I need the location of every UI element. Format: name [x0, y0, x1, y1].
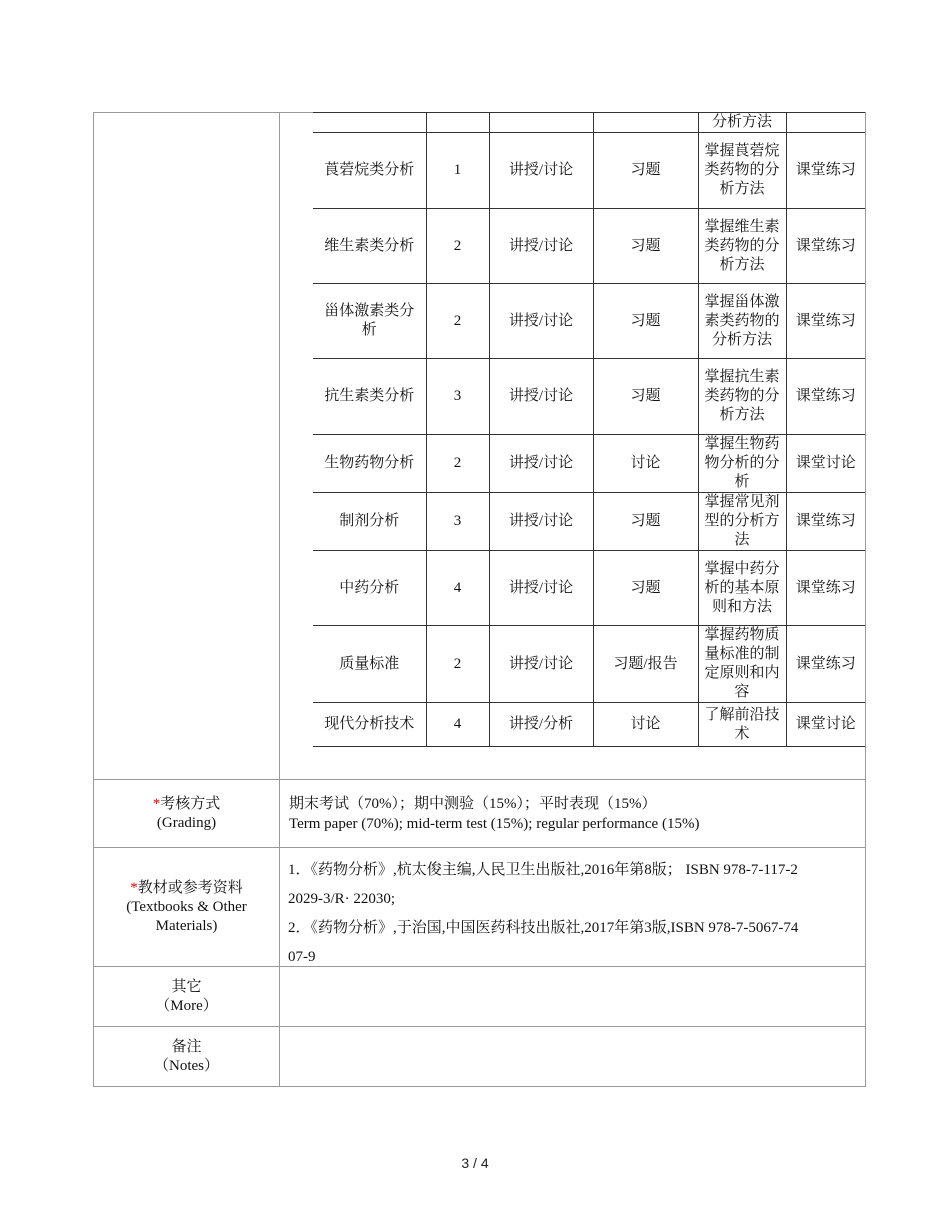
- other-content: [280, 967, 865, 1026]
- method-cell: 讲授/讨论: [489, 284, 593, 359]
- grading-label-en: (Grading): [156, 814, 217, 831]
- method-cell: 讲授/讨论: [489, 626, 593, 703]
- assessment-cell: 课堂练习: [786, 359, 865, 435]
- topic-cell: 中药分析: [313, 551, 426, 626]
- textbook-item-2-line-2: 07-9: [288, 949, 316, 965]
- objective-cell: 掌握常见剂型的分析方法: [698, 493, 786, 551]
- method-cell: 讲授/讨论: [489, 493, 593, 551]
- assessment-cell: [786, 113, 865, 133]
- table-row: [313, 626, 865, 703]
- grading-content-cn: 期末考试（70%）；期中测验（15%）；平时表现（15%）: [289, 796, 657, 812]
- assessment-cell: 课堂练习: [786, 209, 865, 284]
- topic-cell: 现代分析技术: [313, 703, 426, 747]
- textbooks-label-en-2: Materials): [155, 917, 218, 934]
- homework-cell: 习题: [593, 133, 698, 209]
- required-star: *: [152, 795, 161, 812]
- table-row: [313, 359, 865, 435]
- homework-cell: 讨论: [593, 435, 698, 493]
- grading-label: [94, 780, 279, 847]
- grading-content-en: Term paper (70%); mid-term test (15%); regular performance (15%): [289, 816, 700, 832]
- hours-cell: 4: [426, 551, 489, 626]
- textbook-item-2-line-1: 2．《药物分析》,于治国,中国医药科技出版社,2017年第3版,ISBN 978-7-5067-74: [288, 920, 799, 936]
- hours-cell: 2: [426, 209, 489, 284]
- hours-cell: 2: [426, 284, 489, 359]
- method-cell: 讲授/讨论: [489, 359, 593, 435]
- assessment-cell: 课堂练习: [786, 551, 865, 626]
- method-cell: [489, 113, 593, 133]
- homework-cell: 习题: [593, 551, 698, 626]
- other-label-en: （More）: [155, 997, 218, 1014]
- hours-cell: [426, 113, 489, 133]
- homework-cell: [593, 113, 698, 133]
- table-row: [313, 284, 865, 359]
- topic-cell: 抗生素类分析: [313, 359, 426, 435]
- objective-cell: 掌握中药分析的基本原则和方法: [698, 551, 786, 626]
- method-cell: 讲授/讨论: [489, 551, 593, 626]
- assessment-cell: 课堂讨论: [786, 435, 865, 493]
- textbooks-label-en-1: (Textbooks & Other: [126, 898, 247, 915]
- notes-content: [280, 1027, 865, 1087]
- table-row: [313, 113, 865, 133]
- notes-label-cn: 备注: [171, 1039, 202, 1055]
- objective-cell: 分析方法: [698, 113, 786, 133]
- textbooks-content: [280, 856, 865, 972]
- assessment-cell: 课堂讨论: [786, 703, 865, 747]
- assessment-cell: 课堂练习: [786, 133, 865, 209]
- topic-cell: [313, 113, 426, 133]
- other-label-cn: 其它: [171, 978, 202, 995]
- method-cell: 讲授/讨论: [489, 209, 593, 284]
- homework-cell: 讨论: [593, 703, 698, 747]
- method-cell: 讲授/讨论: [489, 133, 593, 209]
- textbooks-label-cn: 教材或参考资料: [137, 879, 243, 896]
- grading-content: [280, 794, 865, 834]
- objective-cell: 了解前沿技术: [698, 703, 786, 747]
- textbooks-label: [94, 848, 279, 966]
- page-number: 3 / 4: [461, 1155, 489, 1171]
- objective-cell: 掌握生物药物分析的分析: [698, 435, 786, 493]
- objective-cell: 掌握莨菪烷类药物的分析方法: [698, 133, 786, 209]
- hours-cell: 2: [426, 435, 489, 493]
- topic-cell: 生物药物分析: [313, 435, 426, 493]
- method-cell: 讲授/讨论: [489, 435, 593, 493]
- objective-cell: 掌握甾体激素类药物的分析方法: [698, 284, 786, 359]
- topic-cell: 质量标准: [313, 626, 426, 703]
- hours-cell: 3: [426, 359, 489, 435]
- textbook-item-1-line-1: 1．《药物分析》,杭太俊主编,人民卫生出版社,2016年第8版； ISBN 978-7-117-2: [288, 862, 798, 878]
- topic-cell: 制剂分析: [313, 493, 426, 551]
- notes-label: [94, 1027, 279, 1087]
- objective-cell: 掌握抗生素类药物的分析方法: [698, 359, 786, 435]
- topic-cell: 莨菪烷类分析: [313, 133, 426, 209]
- table-row: [313, 703, 865, 747]
- objective-cell: 掌握药物质量标准的制定原则和内容: [698, 626, 786, 703]
- homework-cell: 习题: [593, 493, 698, 551]
- assessment-cell: 课堂练习: [786, 493, 865, 551]
- required-star: *: [130, 879, 138, 896]
- hours-cell: 3: [426, 493, 489, 551]
- hours-cell: 1: [426, 133, 489, 209]
- homework-cell: 习题: [593, 359, 698, 435]
- notes-label-en: （Notes）: [154, 1058, 219, 1074]
- table-row: [313, 435, 865, 493]
- homework-cell: 习题: [593, 284, 698, 359]
- assessment-cell: 课堂练习: [786, 284, 865, 359]
- textbook-item-1-line-2: 2029-3/R· 22030;: [288, 891, 396, 907]
- grading-label-cn: 考核方式: [160, 795, 221, 812]
- assessment-cell: 课堂练习: [786, 626, 865, 703]
- hours-cell: 2: [426, 626, 489, 703]
- topic-cell: 甾体激素类分析: [313, 284, 426, 359]
- table-row: [313, 133, 865, 209]
- table-row: [313, 551, 865, 626]
- table-row: [313, 209, 865, 284]
- other-label: [94, 967, 279, 1026]
- table-row: [313, 493, 865, 551]
- homework-cell: 习题/报告: [593, 626, 698, 703]
- hours-cell: 4: [426, 703, 489, 747]
- topic-cell: 维生素类分析: [313, 209, 426, 284]
- method-cell: 讲授/分析: [489, 703, 593, 747]
- homework-cell: 习题: [593, 209, 698, 284]
- objective-cell: 掌握维生素类药物的分析方法: [698, 209, 786, 284]
- schedule-table: [313, 112, 865, 747]
